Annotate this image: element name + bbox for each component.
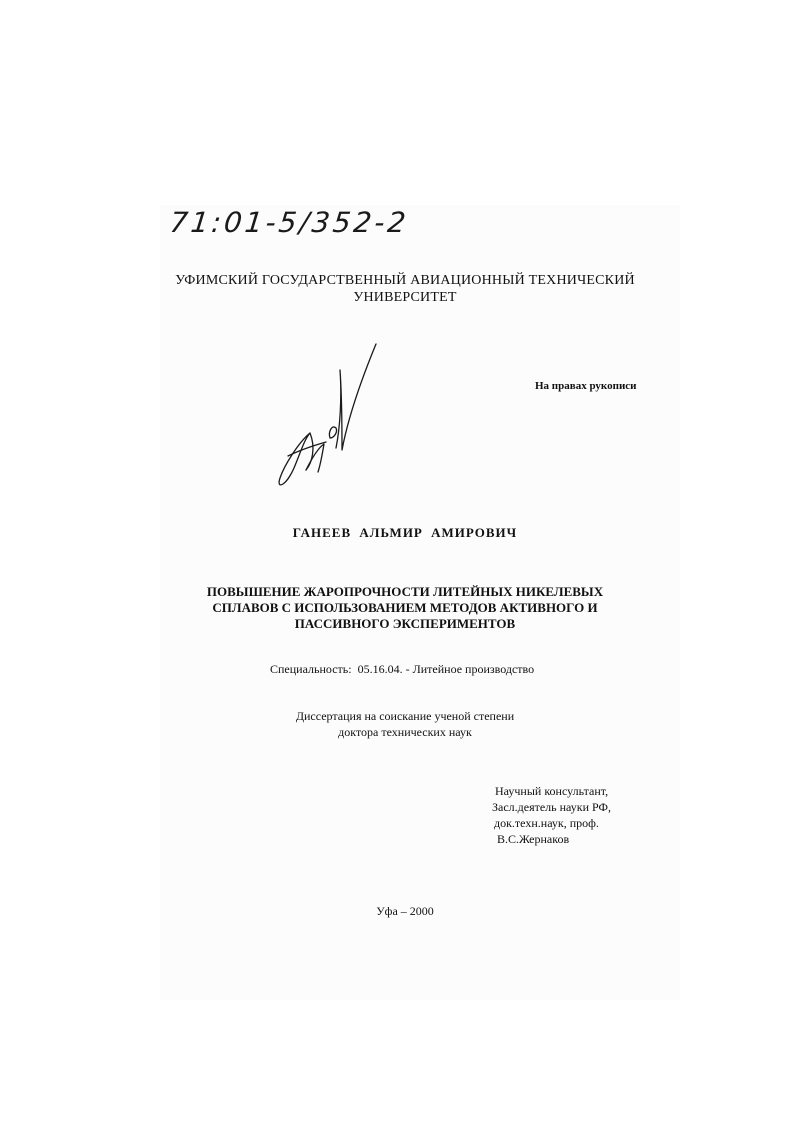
consultant-line: Научный консультант, (495, 784, 609, 798)
author-name: ГАНЕЕВ АЛЬМИР АМИРОВИЧ (292, 525, 518, 540)
manuscript-rights-note: На правах рукописи (535, 380, 637, 392)
scientific-consultant (492, 783, 611, 847)
signature-stroke (329, 427, 336, 438)
signature-stroke (336, 344, 376, 450)
degree-line: доктора технических наук (338, 725, 472, 739)
specialty-value: 05.16.04. - Литейное производство (357, 662, 535, 676)
handwritten-catalog-number: 71:01-5/352-2 (168, 206, 411, 239)
signature-stroke (279, 433, 313, 485)
signature-stroke (306, 444, 324, 472)
author-signature (270, 338, 390, 498)
specialty (270, 662, 534, 677)
city-year: Уфа – 2000 (376, 904, 434, 918)
title-line: СПЛАВОВ С ИСПОЛЬЗОВАНИЕМ МЕТОДОВ АКТИВНОГО И (212, 600, 598, 615)
specialty-label: Специальность: (270, 662, 352, 676)
university-name: УФИМСКИЙ ГОСУДАРСТВЕННЫЙ АВИАЦИОННЫЙ ТЕХНИЧЕСКИЙ УНИВЕРСИТЕТ (175, 273, 635, 305)
consultant-line: док.техн.наук, проф. (494, 816, 599, 830)
consultant-line: В.С.Жернаков (497, 832, 570, 846)
dissertation-title (150, 584, 660, 632)
title-line: ПОВЫШЕНИЕ ЖАРОПРОЧНОСТИ ЛИТЕЙНЫХ НИКЕЛЕВЫХ (206, 584, 604, 599)
title-line: ПАССИВНОГО ЭКСПЕРИМЕНТОВ (294, 616, 516, 631)
signature-stroke (288, 442, 326, 456)
degree-statement (240, 708, 570, 740)
degree-line: Диссертация на соискание ученой степени (295, 709, 515, 723)
consultant-line: Засл.деятель науки РФ, (492, 800, 611, 814)
